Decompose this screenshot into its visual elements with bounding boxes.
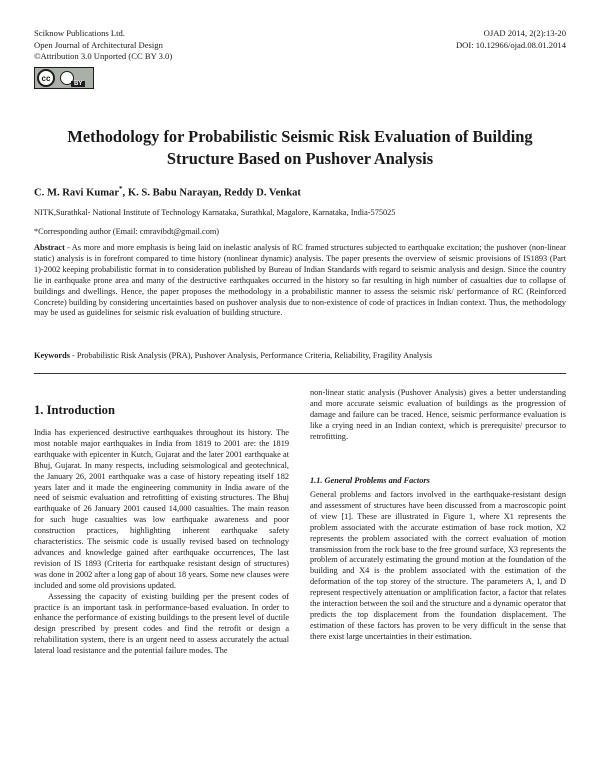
other-authors: , K. S. Babu Narayan, Reddy D. Venkat [122, 187, 301, 199]
journal-header-right [456, 28, 566, 51]
author-list [34, 185, 301, 199]
paper-title-line-2: Structure Based on Pushover Analysis [166, 149, 434, 168]
cc-by-license-icon[interactable] [34, 67, 94, 89]
paper-title [30, 126, 570, 170]
doi: DOI: 10.12966/ojad.08.01.2014 [455, 39, 566, 50]
cc-logo-icon: cc [37, 69, 55, 87]
paper-title-line-1: Methodology for Probabilistic Seismic Risk Evaluation of Building [67, 127, 533, 146]
journal-header-left [34, 28, 172, 63]
abstract-text: - As more and more emphasis is being laid on inelastic analysis of RC framed structures subjected to earthquake excitation; the pushover (non-linear static) analysis is in forefront compared to time history (nonlinear dynamic) analysis. The paper presents the overview of seismic provisions of IS1893 (Part 1)-2002 keeping probabilistic format in to consideration published by Bureau of Indian Standards with regard to seismic analysis and design. Since the country lie in earthquake prone area and many of the destructive earthquakes occurred in the history so far resulting in high number of casualties due to collapse of buildings and dwellings. Hence, the paper proposes the methodology in a probabilistic manner to assess the seismic risk/ performance of RC (Reinforced Concrete) building by considering uncertainties based on pushover analysis due to non-existence of code of practices in Indian context. Thus, the methodology may be used as guidelines for seismic risk evaluation of building structure. [34, 243, 566, 318]
subsection-heading-general-problems: 1.1. General Problems and Factors [310, 476, 430, 485]
keywords-label: Keywords [34, 351, 70, 360]
affiliation: NITK,Surathkal- National Institute of Technology Karnataka, Surathkal, Magalore, Karnataka, India-575025 [34, 208, 396, 217]
abstract [34, 243, 566, 319]
right-column-paragraph-1: non-linear static analysis (Pushover Analysis) gives a better understanding and more accurate seismic evaluation of buildings as the progression of damage and failure can be traced. Hence, seismic performance evaluation is like a crying need in an Indian context, which is prerequisite/ precursor to retrofitting. [310, 388, 566, 441]
journal-name: Open Journal of Architectural Design [34, 39, 163, 50]
keywords-text: - Probabilistic Risk Analysis (PRA), Pushover Analysis, Performance Criteria, Reliability, Fragility Analysis [69, 351, 433, 360]
author-1: C. M. Ravi Kumar [34, 187, 120, 199]
section-divider [34, 373, 566, 374]
corresponding-mark: * [119, 185, 123, 193]
license-text: ©Attribution 3.0 Unported (CC BY 3.0) [34, 51, 173, 62]
cc-by-label: BY [71, 81, 85, 87]
intro-paragraph-2: Assessing the capacity of existing building per the present codes of practice is an important task in performance-based evaluation. In order to enhance the performance of existing buildings to the present level of ductile design prescribed by present codes and find the retrofit or design a rehabilitation system, there is an urgent need to assess accurately the actual lateral load resistance and the potential failure modes. The [34, 591, 289, 656]
right-column-paragraph-2: General problems and factors involved in the earthquake-resistant design and assessment of structures have been discussed from a macroscopic point of view [1]. These are illustrated in Figure 1, where X1 represents the problem associated with the accurate estimation of base rock motion, X2 represents the problem associated with the correct evaluation of motion transmission from the rock base to the free ground surface, X3 represents the problem of accurately estimating the ground motion at the foundation of the building and X4 is the problem associated with the estimation of the deformation of the top storey of the structure. The parameters A, I, and D represent respectively attenuation or amplification factor, a factor that relates the interaction between the soil and the structure and a dynamic operator that predicts the top displacement from the foundation displacement. The estimation of these factors has proven to be very difficult in the sense that there exist large uncertainties in their estimation. [310, 490, 566, 641]
citation: OJAD 2014, 2(2):13-20 [483, 28, 566, 38]
left-column [34, 428, 289, 657]
publisher-name: Sciknow Publications Ltd. [34, 28, 125, 38]
section-heading-introduction: 1. Introduction [34, 403, 115, 417]
corresponding-author: *Corresponding author (Email: cmravibdt@gmail.com) [34, 227, 220, 236]
intro-paragraph-1: India has experienced destructive earthquakes throughout its history. The most notable major earthquakes in India from 1819 to 2001 are: the 1819 earthquake with epicenter in Kutch, Gujarat and the later 2001 earthquake at Bhuj, Gujarat. In many respects, including seismological and geotechnical, the January 26, 2001 earthquake was a case of history repeating itself 182 years later and it made the engineering community in India aware of the need of seismic evaluation and retrofitting of existing structures. The Bhuj earthquake of 26 January 2001 caused 14,000 casualties. The main reason for such huge casualties was low earthquake awareness and poor construction practices, highlighting inherent earthquake safety characteristics. The seismic code is usually revised based on technology advances and knowledge gained after earthquake occurrences, The last revision of IS 1893 (Criteria for earthquake resistant design of structures) was done in 2002 after a long gap of about 18 years. Some new clauses were included and some old provisions updated. [34, 428, 289, 590]
keywords [34, 351, 566, 360]
abstract-label: Abstract [34, 243, 65, 252]
